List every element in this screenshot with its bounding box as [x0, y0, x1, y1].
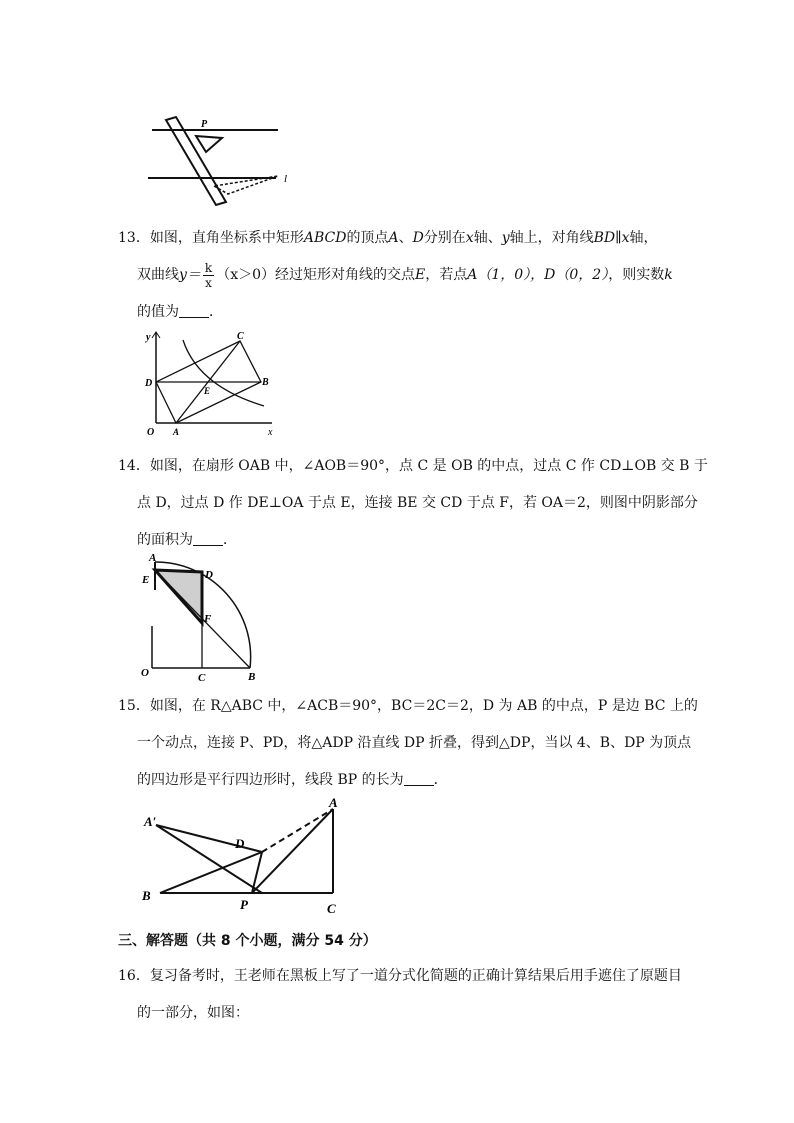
q13-number: 13． [118, 230, 150, 246]
svg-text:O: O [147, 427, 155, 438]
q13-answer-blank[interactable] [179, 303, 209, 318]
svg-text:y: y [146, 332, 151, 343]
section-3-heading: 三、解答题（共 8 个小题，满分 54 分） [118, 933, 377, 949]
q12-figure [148, 112, 298, 207]
svg-text:E: E [142, 574, 150, 586]
q12-label-l: l [284, 173, 288, 185]
q14-figure [140, 550, 270, 682]
q15-figure [140, 795, 355, 920]
svg-text:O: O [141, 667, 149, 679]
question-16: 16．复习备考时，王老师在黑板上写了一道分式化简题的正确计算结果后用手遮住了原题目 的一部分，如图： [118, 968, 682, 1021]
svg-text:P: P [240, 897, 248, 912]
svg-text:A: A [149, 552, 157, 564]
svg-text:D: D [205, 569, 213, 581]
q14-answer-blank[interactable] [193, 531, 223, 546]
svg-text:C: C [198, 672, 206, 682]
q12-label-p: P [201, 119, 208, 130]
q15-number: 15． [118, 698, 150, 714]
question-13: 13．如图，直角坐标系中矩形ABCD的顶点A、D分别在x轴、y轴上，对角线BD∥x轴， 双曲线y＝ $\frac{k}{x}$ （x＞0）经过矩形对角线的交点E，若点A（1，0），D（0，2），则实数k 的值为 ． [118, 230, 673, 320]
question-15: 15．如图，在 R△ABC 中，∠ACB＝90°，BC＝2C＝2，D 为 AB 的中点，P 是边 BC 上的 一个动点，连接 P、PD，将△ADP 沿直线 DP 折叠，得到△DP，当以 4、B、DP 为顶点 的四边形是平行四边形时，线段 BP 的长为 ． [118, 698, 698, 788]
svg-text:B: B [262, 377, 269, 388]
svg-text:C: C [327, 901, 336, 916]
question-14: 14．如图，在扇形 OAB 中，∠AOB＝90°，点 C 是 OB 的中点，过点 C 作 CD⊥OB 交 B 于 点 D，过点 D 作 DE⊥OA 于点 E，连接 BE 交 CD 于点 F，若 OA＝2，则图中阴影部分 的面积为 ． [118, 458, 708, 548]
svg-text:B: B [142, 888, 151, 903]
svg-text:E: E [204, 386, 211, 396]
q13-fraction: $\frac{k}{x}$ [204, 260, 213, 290]
q15-answer-blank[interactable] [404, 771, 434, 786]
q16-number: 16． [118, 968, 150, 984]
svg-text:D: D [145, 378, 153, 389]
svg-text:C: C [237, 331, 244, 342]
svg-text:B: B [248, 671, 256, 682]
svg-text:A′: A′ [144, 814, 157, 829]
svg-text:F: F [204, 613, 212, 625]
svg-text:x: x [268, 427, 273, 438]
svg-text:A: A [173, 427, 180, 437]
svg-text:D: D [235, 836, 245, 851]
q14-number: 14． [118, 458, 150, 474]
svg-text:A: A [329, 795, 338, 810]
q13-figure [140, 328, 280, 438]
